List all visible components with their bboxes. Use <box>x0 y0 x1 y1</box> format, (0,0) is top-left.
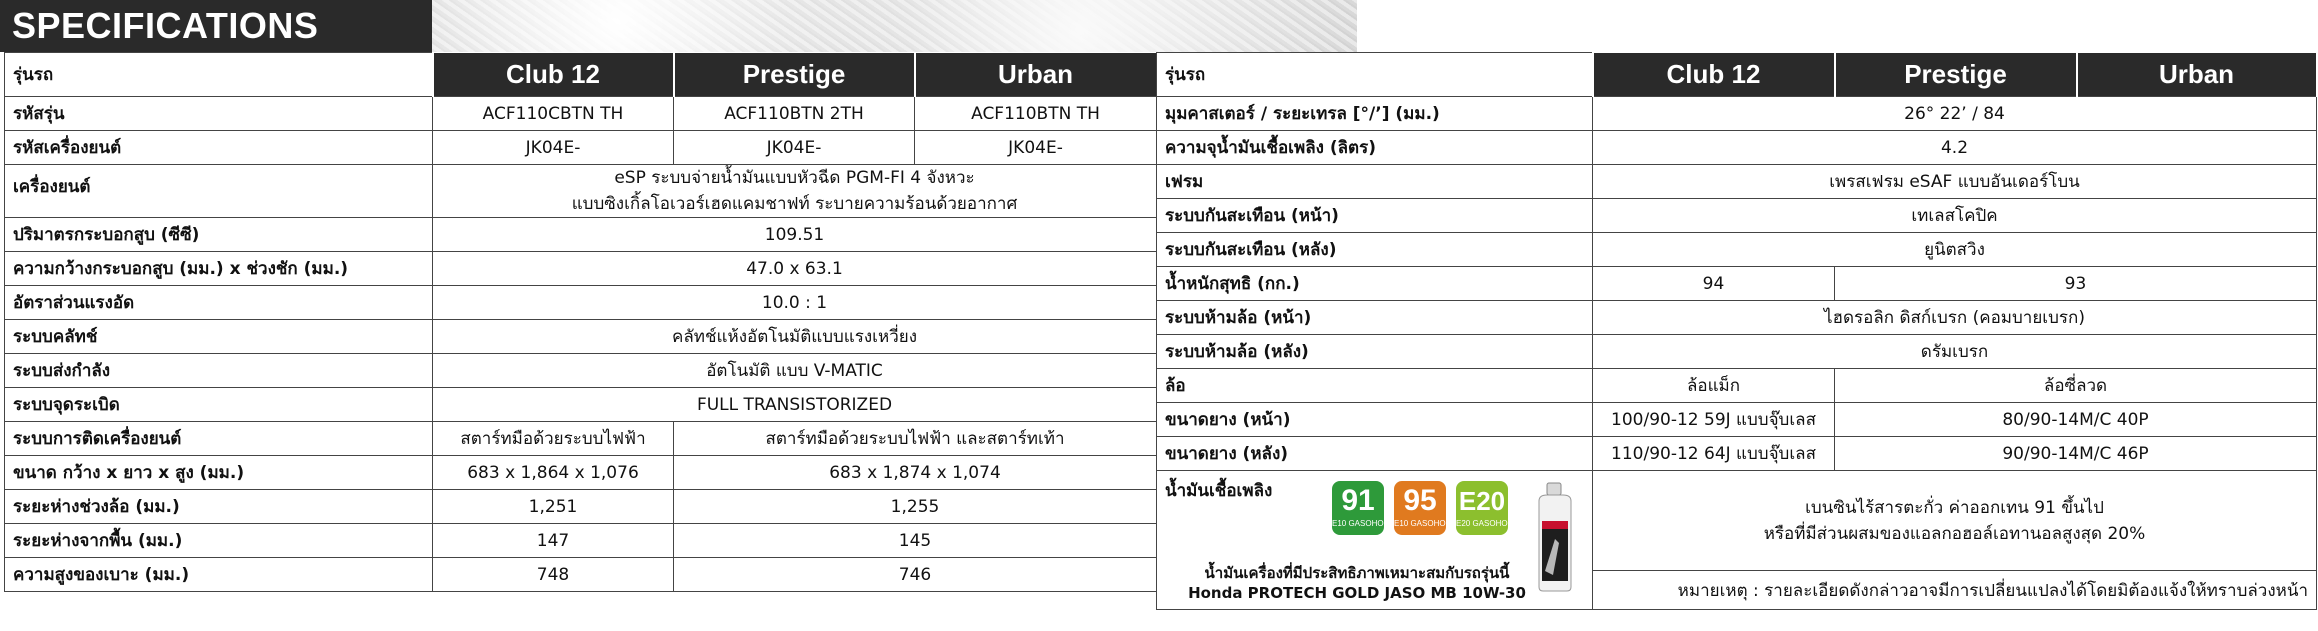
engine-line-2: แบบซิงเกิ้ลโอเวอร์เฮดแคมชาฟท์ ระบายความร้อนด้วยอากาศ <box>571 194 1018 214</box>
cell-value: 746 <box>674 558 1157 592</box>
table-row <box>1157 199 2317 233</box>
model-header-urban: Urban <box>915 53 1157 97</box>
table-row <box>5 490 1157 524</box>
row-label: ระบบกันสะเทือน (หน้า) <box>1157 199 1593 233</box>
row-label: อัตราส่วนแรงอัด <box>5 286 433 320</box>
cell-value: ล้อแม็ก <box>1593 369 1835 403</box>
cell-value: 145 <box>674 524 1157 558</box>
engine-line-1: eSP ระบบจ่ายน้ำมันแบบหัวฉีด PGM-FI 4 จังหวะ <box>614 168 975 188</box>
row-label: ความจุน้ำมันเชื้อเพลิง (ลิตร) <box>1157 131 1593 165</box>
cell-value: ล้อซี่ลวด <box>1835 369 2317 403</box>
table-row <box>1157 165 2317 199</box>
row-label: ความกว้างกระบอกสูบ (มม.) x ช่วงชัก (มม.) <box>5 252 433 286</box>
row-label: ความสูงของเบาะ (มม.) <box>5 558 433 592</box>
cell-value: เทเลสโคปิค <box>1593 199 2317 233</box>
row-label: น้ำหนักสุทธิ (กก.) <box>1157 267 1593 301</box>
cell-value: 10.0 : 1 <box>433 286 1157 320</box>
cell-value: 1,255 <box>674 490 1157 524</box>
model-header-urban: Urban <box>2077 53 2317 97</box>
cell-value: FULL TRANSISTORIZED <box>433 388 1157 422</box>
cell-value: JK04E- <box>433 131 674 165</box>
cell-value: JK04E- <box>915 131 1157 165</box>
table-row <box>5 165 1157 218</box>
cell-value: ACF110BTN TH <box>915 97 1157 131</box>
row-label: มุมคาสเตอร์ / ระยะเทรล [°/’] (มม.) <box>1157 97 1593 131</box>
cell-value: 93 <box>1835 267 2317 301</box>
engine-description <box>433 165 1157 218</box>
cell-value: ไฮดรอลิก ดิสก์เบรก (คอมบายเบรก) <box>1593 301 2317 335</box>
row-label: ขนาด กว้าง x ยาว x สูง (มม.) <box>5 456 433 490</box>
row-label: ระบบการติดเครื่องยนต์ <box>5 422 433 456</box>
row-label: ล้อ <box>1157 369 1593 403</box>
row-label: ระบบห้ามล้อ (หลัง) <box>1157 335 1593 369</box>
cell-value: 4.2 <box>1593 131 2317 165</box>
table-row <box>5 252 1157 286</box>
table-row <box>5 422 1157 456</box>
cell-value: 683 x 1,874 x 1,074 <box>674 456 1157 490</box>
gasohol-e20-icon: E20 E20 GASOHOL <box>1456 481 1508 535</box>
table-row <box>1157 53 2317 97</box>
table-row <box>1157 233 2317 267</box>
row-label: ระบบห้ามล้อ (หน้า) <box>1157 301 1593 335</box>
table-row <box>5 53 1157 97</box>
oil-recommendation <box>1177 563 1537 603</box>
spec-table-left <box>4 52 1158 592</box>
table-row <box>5 388 1157 422</box>
cell-value: คลัทช์แห้งอัตโนมัติแบบแรงเหวี่ยง <box>433 320 1157 354</box>
row-label: ขนาดยาง (หลัง) <box>1157 437 1593 471</box>
cell-value: สตาร์ทมือด้วยระบบไฟฟ้า <box>433 422 674 456</box>
row-label: รุ่นรถ <box>5 53 433 97</box>
cell-value: JK04E- <box>674 131 915 165</box>
table-row <box>5 286 1157 320</box>
cell-value: ดรัมเบรก <box>1593 335 2317 369</box>
row-label: ขนาดยาง (หน้า) <box>1157 403 1593 437</box>
gasohol-95-icon: 95 E10 GASOHOL <box>1394 481 1446 535</box>
cell-value: 110/90-12 64J แบบจุ๊บเลส <box>1593 437 1835 471</box>
table-row <box>1157 403 2317 437</box>
row-label: ระบบกันสะเทือน (หลัง) <box>1157 233 1593 267</box>
cell-value: 100/90-12 59J แบบจุ๊บเลส <box>1593 403 1835 437</box>
row-label: น้ำมันเชื้อเพลิง <box>1165 481 1273 501</box>
cell-value: ACF110CBTN TH <box>433 97 674 131</box>
row-label: รุ่นรถ <box>1157 53 1593 97</box>
fuel-desc-line-1: เบนซินไร้สารตะกั่ว ค่าออกเทน 91 ขึ้นไป <box>1805 497 2104 518</box>
cell-value: 90/90-14M/C 46P <box>1835 437 2317 471</box>
cell-value: 147 <box>433 524 674 558</box>
row-label: ปริมาตรกระบอกสูบ (ซีซี) <box>5 218 433 252</box>
fuel-label-cell <box>1157 471 1593 610</box>
row-label: รหัสรุ่น <box>5 97 433 131</box>
cell-value: 109.51 <box>433 218 1157 252</box>
cell-value: 94 <box>1593 267 1835 301</box>
table-row <box>1157 267 2317 301</box>
model-header-prestige: Prestige <box>674 53 915 97</box>
row-label: ระยะห่างช่วงล้อ (มม.) <box>5 490 433 524</box>
cell-value: สตาร์ทมือด้วยระบบไฟฟ้า และสตาร์ทเท้า <box>674 422 1157 456</box>
table-row <box>1157 335 2317 369</box>
row-label: ระบบจุดระเบิด <box>5 388 433 422</box>
table-row <box>1157 97 2317 131</box>
fuel-description <box>1593 471 2317 571</box>
table-row <box>5 558 1157 592</box>
table-row <box>1157 301 2317 335</box>
row-label: เฟรม <box>1157 165 1593 199</box>
table-row <box>5 131 1157 165</box>
table-row <box>1157 369 2317 403</box>
table-row <box>5 524 1157 558</box>
table-row <box>1157 471 2317 571</box>
oil-note-line-2: Honda PROTECH GOLD JASO MB 10W-30 <box>1188 584 1526 602</box>
spec-table-right <box>1156 52 2318 610</box>
table-row <box>5 218 1157 252</box>
gasohol-91-icon: 91 E10 GASOHOL <box>1332 481 1384 535</box>
model-header-prestige: Prestige <box>1835 53 2077 97</box>
cell-value: 748 <box>433 558 674 592</box>
cell-value: 80/90-14M/C 40P <box>1835 403 2317 437</box>
oil-bottle-icon <box>1533 481 1577 593</box>
cell-value: ACF110BTN 2TH <box>674 97 915 131</box>
model-header-club12: Club 12 <box>1593 53 1835 97</box>
fuel-desc-line-2: หรือที่มีส่วนผสมของแอลกอฮอล์เอทานอลสูงสุด 20% <box>1763 523 2146 544</box>
cell-value: 26° 22’ / 84 <box>1593 97 2317 131</box>
row-label: ระบบส่งกำลัง <box>5 354 433 388</box>
header-texture-image <box>432 0 1357 52</box>
cell-value: อัตโนมัติ แบบ V-MATIC <box>433 354 1157 388</box>
cell-value: 47.0 x 63.1 <box>433 252 1157 286</box>
cell-value: 683 x 1,864 x 1,076 <box>433 456 674 490</box>
model-header-club12: Club 12 <box>433 53 674 97</box>
cell-value: ยูนิตสวิง <box>1593 233 2317 267</box>
cell-value: 1,251 <box>433 490 674 524</box>
oil-note-line-1: น้ำมันเครื่องที่มีประสิทธิภาพเหมาะสมกับรถรุ่นนี้ <box>1204 564 1510 582</box>
row-label: รหัสเครื่องยนต์ <box>5 131 433 165</box>
table-row <box>1157 131 2317 165</box>
table-row <box>1157 437 2317 471</box>
cell-value: เพรสเฟรม eSAF แบบอันเดอร์โบน <box>1593 165 2317 199</box>
table-row <box>5 354 1157 388</box>
table-row <box>5 456 1157 490</box>
row-label: เครื่องยนต์ <box>5 165 433 218</box>
row-label: ระยะห่างจากพื้น (มม.) <box>5 524 433 558</box>
page-title: SPECIFICATIONS <box>0 0 432 52</box>
table-row <box>5 320 1157 354</box>
row-label: ระบบคลัทช์ <box>5 320 433 354</box>
remark-note: หมายเหตุ : รายละเอียดดังกล่าวอาจมีการเปลี่ยนแปลงได้โดยมิต้องแจ้งให้ทราบล่วงหน้า <box>1593 571 2317 610</box>
table-row <box>5 97 1157 131</box>
